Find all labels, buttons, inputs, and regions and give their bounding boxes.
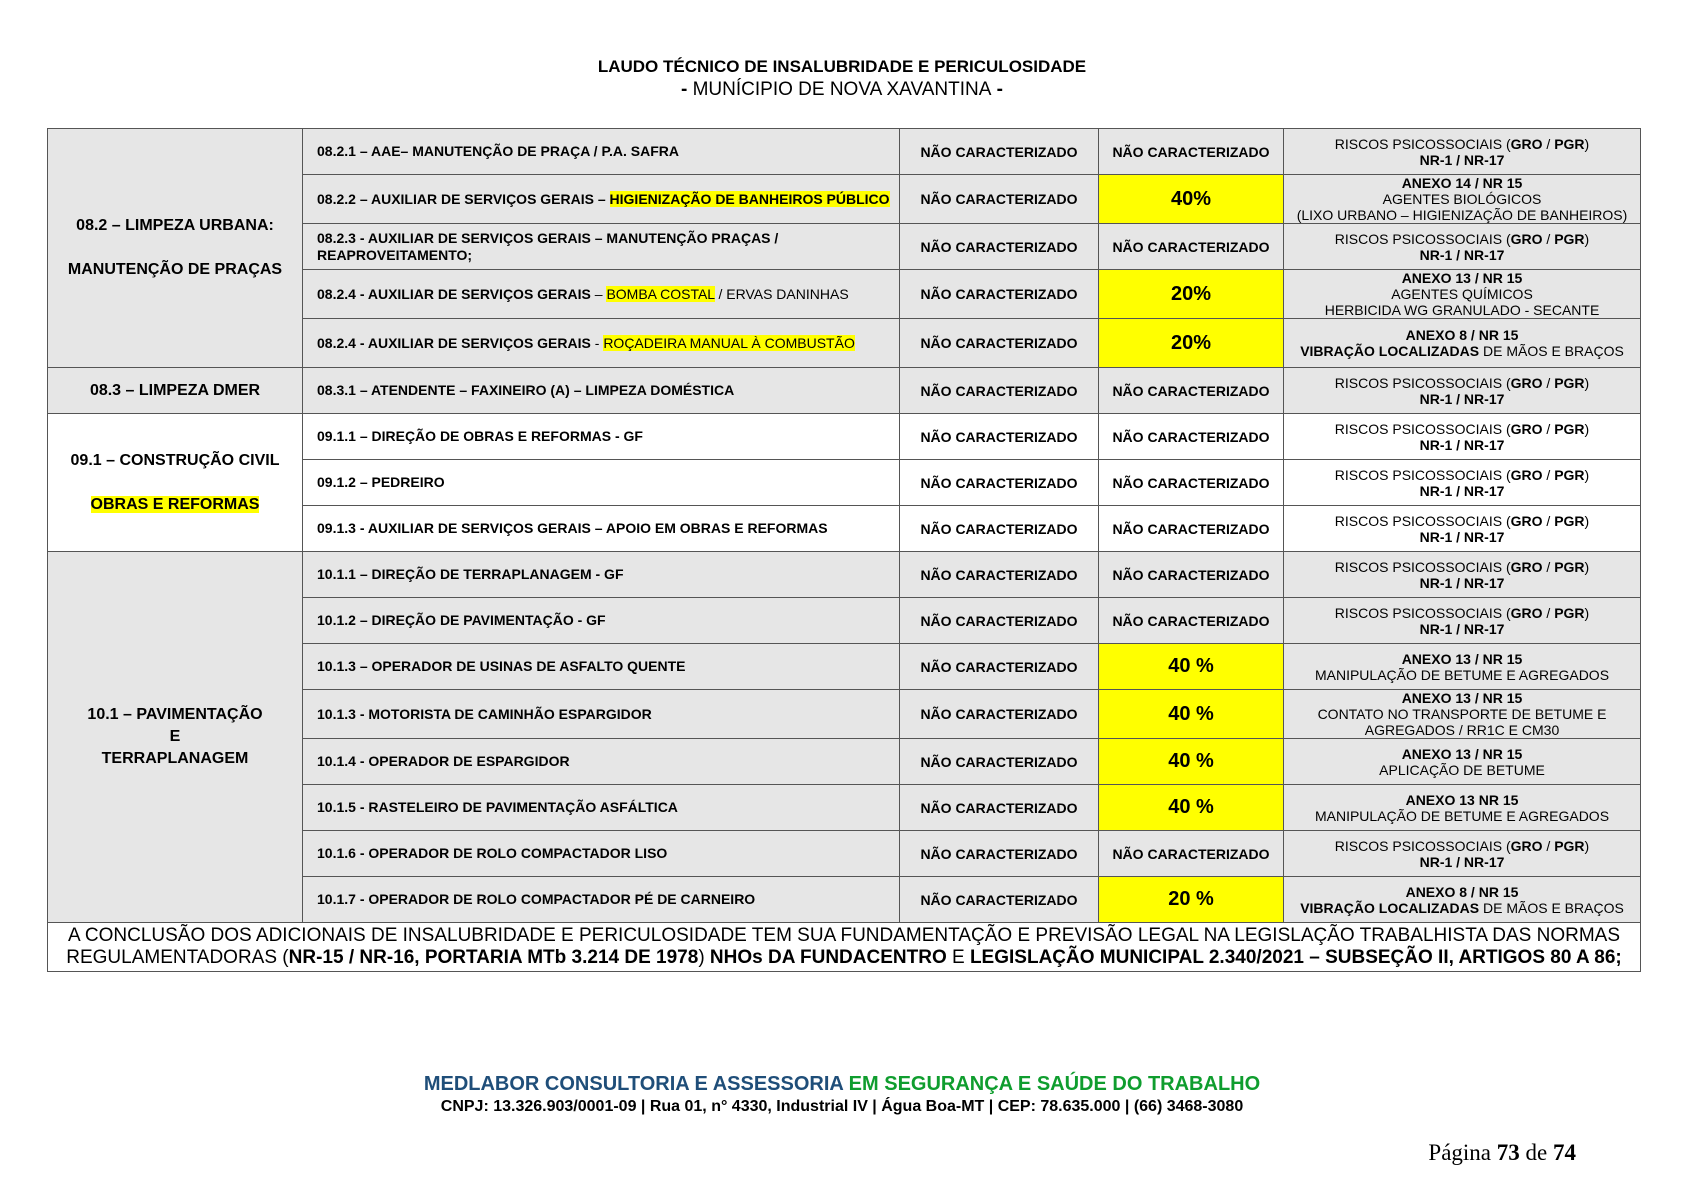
group-cell-10-1: 10.1 – PAVIMENTAÇÃO E TERRAPLANAGEM: [48, 552, 303, 923]
periculosidade-cell: NÃO CARACTERIZADO: [1099, 368, 1284, 414]
function-cell: 10.1.4 - OPERADOR DE ESPARGIDOR: [303, 739, 900, 785]
function-cell: 09.1.3 - AUXILIAR DE SERVIÇOS GERAIS – APOIO EM OBRAS E REFORMAS: [303, 506, 900, 552]
document-header: [0, 56, 1684, 102]
basis-cell: ANEXO 13 NR 15 MANIPULAÇÃO DE BETUME E AGREGADOS: [1284, 785, 1641, 831]
periculosidade-cell: NÃO CARACTERIZADO: [1099, 831, 1284, 877]
page-number: Página 73 de 74: [1428, 1140, 1576, 1165]
table-row: [48, 129, 1641, 175]
table-row: [48, 552, 1641, 598]
conclusion-row: [48, 923, 1641, 972]
insalubridade-cell: NÃO CARACTERIZADO: [900, 460, 1099, 506]
insalubridade-cell: NÃO CARACTERIZADO: [900, 175, 1099, 224]
insalubridade-cell: NÃO CARACTERIZADO: [900, 368, 1099, 414]
periculosidade-cell: 20%: [1099, 270, 1284, 319]
basis-cell: RISCOS PSICOSSOCIAIS (GRO / PGR) NR-1 / NR-17: [1284, 460, 1641, 506]
periculosidade-cell: 20%: [1099, 319, 1284, 368]
insalubridade-cell: NÃO CARACTERIZADO: [900, 552, 1099, 598]
periculosidade-cell: 40 %: [1099, 690, 1284, 739]
function-cell: 10.1.3 – OPERADOR DE USINAS DE ASFALTO QUENTE: [303, 644, 900, 690]
basis-cell: ANEXO 13 / NR 15 APLICAÇÃO DE BETUME: [1284, 739, 1641, 785]
table-row: [48, 414, 1641, 460]
basis-cell: RISCOS PSICOSSOCIAIS (GRO / PGR) NR-1 / NR-17: [1284, 598, 1641, 644]
function-cell: 08.2.1 – AAE– MANUTENÇÃO DE PRAÇA / P.A. SAFRA: [303, 129, 900, 175]
basis-cell: ANEXO 13 / NR 15 MANIPULAÇÃO DE BETUME E AGREGADOS: [1284, 644, 1641, 690]
basis-cell: ANEXO 13 / NR 15 AGENTES QUÍMICOS HERBICIDA WG GRANULADO - SECANTE: [1284, 270, 1641, 319]
periculosidade-cell: NÃO CARACTERIZADO: [1099, 224, 1284, 270]
function-cell: 09.1.1 – DIREÇÃO DE OBRAS E REFORMAS - GF: [303, 414, 900, 460]
risk-table: [47, 128, 1641, 972]
function-cell: 10.1.5 - RASTELEIRO DE PAVIMENTAÇÃO ASFÁLTICA: [303, 785, 900, 831]
basis-cell: RISCOS PSICOSSOCIAIS (GRO / PGR) NR-1 / NR-17: [1284, 129, 1641, 175]
insalubridade-cell: NÃO CARACTERIZADO: [900, 319, 1099, 368]
insalubridade-cell: NÃO CARACTERIZADO: [900, 690, 1099, 739]
insalubridade-cell: NÃO CARACTERIZADO: [900, 877, 1099, 923]
document-subtitle: - MUNÍCIPIO DE NOVA XAVANTINA -: [681, 79, 1003, 100]
page-footer: [0, 1072, 1684, 1118]
basis-cell: RISCOS PSICOSSOCIAIS (GRO / PGR) NR-1 / NR-17: [1284, 224, 1641, 270]
basis-cell: ANEXO 8 / NR 15 VIBRAÇÃO LOCALIZADAS DE MÃOS E BRAÇOS: [1284, 877, 1641, 923]
periculosidade-cell: 20 %: [1099, 877, 1284, 923]
insalubridade-cell: NÃO CARACTERIZADO: [900, 414, 1099, 460]
insalubridade-cell: NÃO CARACTERIZADO: [900, 785, 1099, 831]
insalubridade-cell: NÃO CARACTERIZADO: [900, 644, 1099, 690]
function-cell: 10.1.2 – DIREÇÃO DE PAVIMENTAÇÃO - GF: [303, 598, 900, 644]
periculosidade-cell: NÃO CARACTERIZADO: [1099, 506, 1284, 552]
insalubridade-cell: NÃO CARACTERIZADO: [900, 129, 1099, 175]
periculosidade-cell: 40 %: [1099, 739, 1284, 785]
table-row: [48, 368, 1641, 414]
group-cell-08-3: 08.3 – LIMPEZA DMER: [48, 368, 303, 414]
document-title: LAUDO TÉCNICO DE INSALUBRIDADE E PERICULOSIDADE: [597, 57, 1087, 76]
function-cell: 09.1.2 – PEDREIRO: [303, 460, 900, 506]
basis-cell: ANEXO 13 / NR 15 CONTATO NO TRANSPORTE DE BETUME E AGREGADOS / RR1C E CM30: [1284, 690, 1641, 739]
function-cell: 10.1.3 - MOTORISTA DE CAMINHÃO ESPARGIDOR: [303, 690, 900, 739]
company-name: MEDLABOR CONSULTORIA E ASSESSORIA EM SEGURANÇA E SAÚDE DO TRABALHO: [423, 1073, 1261, 1095]
periculosidade-cell: NÃO CARACTERIZADO: [1099, 460, 1284, 506]
conclusion-note: A CONCLUSÃO DOS ADICIONAIS DE INSALUBRIDADE E PERICULOSIDADE TEM SUA FUNDAMENTAÇÃO E PREVISÃO LEGAL NA LEGISLAÇÃO TRABALHISTA DAS NORMAS REGULAMENTADORAS (NR-15 / NR-16, PORTARIA MTb 3.214 DE 1978) NHOs DA FUNDACENTRO E LEGISLAÇÃO MUNICIPAL 2.340/2021 – SUBSEÇÃO II, ARTIGOS 80 A 86;: [48, 923, 1641, 972]
periculosidade-cell: NÃO CARACTERIZADO: [1099, 552, 1284, 598]
periculosidade-cell: 40 %: [1099, 785, 1284, 831]
periculosidade-cell: NÃO CARACTERIZADO: [1099, 129, 1284, 175]
periculosidade-cell: NÃO CARACTERIZADO: [1099, 414, 1284, 460]
group-cell-08-2: 08.2 – LIMPEZA URBANA: MANUTENÇÃO DE PRAÇAS: [48, 129, 303, 368]
function-cell: 08.2.2 – AUXILIAR DE SERVIÇOS GERAIS – HIGIENIZAÇÃO DE BANHEIROS PÚBLICO: [303, 175, 900, 224]
basis-cell: RISCOS PSICOSSOCIAIS (GRO / PGR) NR-1 / NR-17: [1284, 831, 1641, 877]
company-address: CNPJ: 13.326.903/0001-09 | Rua 01, n° 4330, Industrial IV | Água Boa-MT | CEP: 78.635.000 | (66) 3468-3080: [440, 1098, 1244, 1115]
insalubridade-cell: NÃO CARACTERIZADO: [900, 270, 1099, 319]
function-cell: 10.1.1 – DIREÇÃO DE TERRAPLANAGEM - GF: [303, 552, 900, 598]
insalubridade-cell: NÃO CARACTERIZADO: [900, 739, 1099, 785]
basis-cell: RISCOS PSICOSSOCIAIS (GRO / PGR) NR-1 / NR-17: [1284, 552, 1641, 598]
basis-cell: RISCOS PSICOSSOCIAIS (GRO / PGR) NR-1 / NR-17: [1284, 414, 1641, 460]
insalubridade-cell: NÃO CARACTERIZADO: [900, 224, 1099, 270]
basis-cell: ANEXO 14 / NR 15 AGENTES BIOLÓGICOS (LIXO URBANO – HIGIENIZAÇÃO DE BANHEIROS): [1284, 175, 1641, 224]
function-cell: 08.2.4 - AUXILIAR DE SERVIÇOS GERAIS - ROÇADEIRA MANUAL À COMBUSTÃO: [303, 319, 900, 368]
basis-cell: RISCOS PSICOSSOCIAIS (GRO / PGR) NR-1 / NR-17: [1284, 506, 1641, 552]
insalubridade-cell: NÃO CARACTERIZADO: [900, 506, 1099, 552]
periculosidade-cell: 40%: [1099, 175, 1284, 224]
group-cell-09-1: 09.1 – CONSTRUÇÃO CIVIL OBRAS E REFORMAS: [48, 414, 303, 552]
periculosidade-cell: NÃO CARACTERIZADO: [1099, 598, 1284, 644]
function-cell: 08.2.4 - AUXILIAR DE SERVIÇOS GERAIS – BOMBA COSTAL / ERVAS DANINHAS: [303, 270, 900, 319]
basis-cell: ANEXO 8 / NR 15 VIBRAÇÃO LOCALIZADAS DE MÃOS E BRAÇOS: [1284, 319, 1641, 368]
insalubridade-cell: NÃO CARACTERIZADO: [900, 598, 1099, 644]
function-cell: 08.3.1 – ATENDENTE – FAXINEIRO (A) – LIMPEZA DOMÉSTICA: [303, 368, 900, 414]
insalubridade-cell: NÃO CARACTERIZADO: [900, 831, 1099, 877]
function-cell: 10.1.6 - OPERADOR DE ROLO COMPACTADOR LISO: [303, 831, 900, 877]
basis-cell: RISCOS PSICOSSOCIAIS (GRO / PGR) NR-1 / NR-17: [1284, 368, 1641, 414]
function-cell: 08.2.3 - AUXILIAR DE SERVIÇOS GERAIS – MANUTENÇÃO PRAÇAS / REAPROVEITAMENTO;: [303, 224, 900, 270]
function-cell: 10.1.7 - OPERADOR DE ROLO COMPACTADOR PÉ DE CARNEIRO: [303, 877, 900, 923]
periculosidade-cell: 40 %: [1099, 644, 1284, 690]
